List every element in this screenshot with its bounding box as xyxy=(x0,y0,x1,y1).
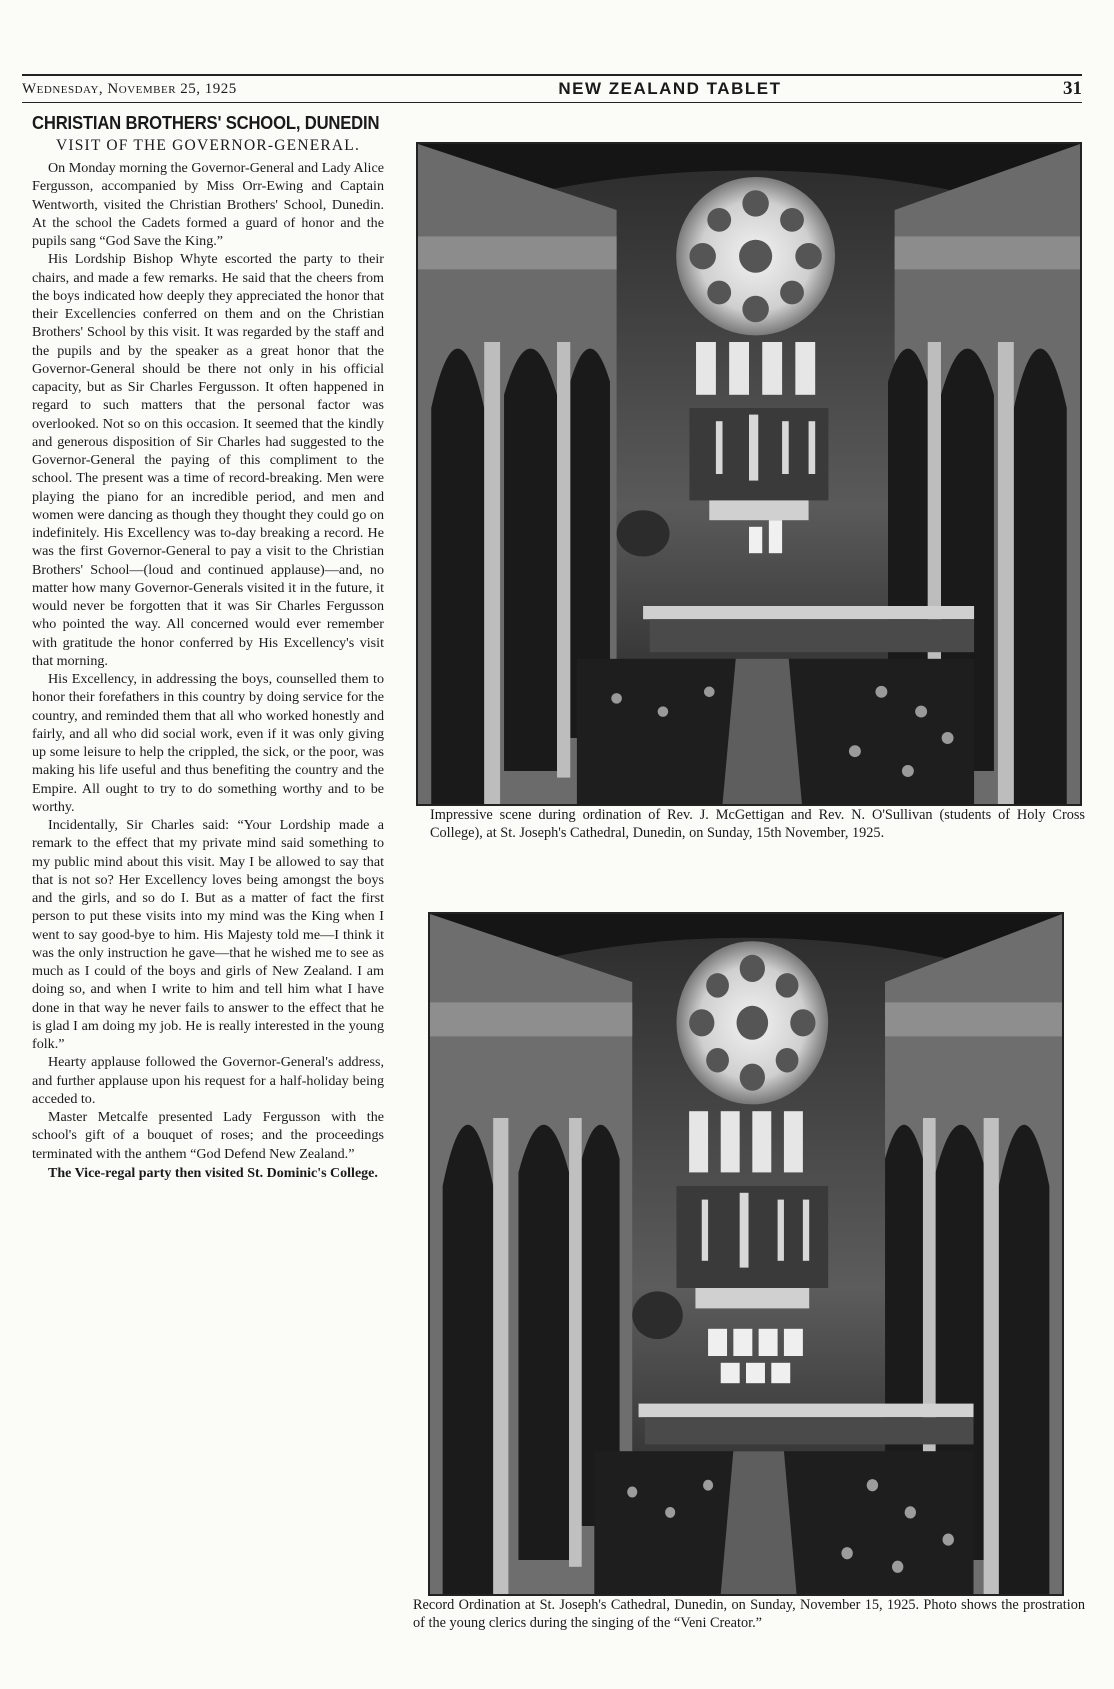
article-paragraph: Master Metcalfe presented Lady Fergusson with the school's gift of a bouquet of roses; and the proceedings terminated with the anthem “God Defend New Zealand.” xyxy=(32,1109,384,1162)
article-paragraph: His Excellency, in addressing the boys, counselled them to honor their forefathers in this country by doing service for the country, and reminded them that all who worked honestly and fairly, and all who did social work, even if it was only giving up some leisure to help the crippled, the sick, or the poor, was making his life useful and thus benefiting the country and the Empire. All ought to try to do something worthy and to be worthy. xyxy=(32,671,384,815)
cathedral-photo-1 xyxy=(416,142,1082,806)
article-paragraph: His Lordship Bishop Whyte escorted the party to their chairs, and made a few remarks. He said that the cheers from the boys indicated how deeply they appreciated the honor that their Excellencies conferred on them and on the Christian Brothers' School by this visit. It was regarded by the staff and the pupils and by the speaker as a great honor that the Governor-General should be there not only in his official capacity, but as Sir Charles Fergusson. It often happened in regard to such matters that the personal factor was overlooked. Not so on this occasion. It seemed that the kindly and generous disposition of Sir Charles had suggested to the Governor-General the paying of this compliment to the school. The present was a time of record-breaking. Men were playing the piano for an incredible period, and men and women were dancing as though they thought they could go on indefinitely. His Excellency was to-day breaking a record. He was the first Governor-General to pay a visit to the Christian Brothers' School—(loud and continued applause)—and, no matter how many Governor-Generals visited it in the future, it would never be forgotten that it was Sir Charles Fergusson who pointed the way. All concerned would ever remember with gratitude the honor conferred by His Excellency's visit that morning. xyxy=(32,251,384,669)
article-paragraph: Hearty applause followed the Governor-General's address, and further applause upon his request for a half-holiday being acceded to. xyxy=(32,1054,384,1107)
article-column xyxy=(32,112,384,1183)
issue-date: Wednesday, November 25, 1925 xyxy=(22,80,237,97)
photo-2-caption: Record Ordination at St. Joseph's Cathedral, Dunedin, on Sunday, November 15, 1925. Photo shows the prostration of the young clerics during the singing of the “Veni Creator.” xyxy=(413,1597,1085,1631)
cathedral-prostration-image xyxy=(430,914,1062,1594)
cathedral-photo-2 xyxy=(428,912,1064,1596)
page-number: 31 xyxy=(1063,78,1082,99)
article-headline: CHRISTIAN BROTHERS' SCHOOL, DUNEDIN xyxy=(32,112,380,133)
article-paragraph: On Monday morning the Governor-General and Lady Alice Fergusson, accompanied by Miss Orr-Ewing and Captain Wentworth, visited the Christian Brothers' School, Dunedin. At the school the Cadets formed a guard of honor and the pupils sang “God Save the King.” xyxy=(32,160,384,249)
article-paragraph: Incidentally, Sir Charles said: “Your Lordship made a remark to the effect that my private mind said something to my public mind about this visit. May I be allowed to say that that is not so? Her Excellency loves being amongst the boys and the girls, and so do I. But as a matter of fact the first person to put these visits into my mind was the King when I went to say good-bye to him. His Majesty told me—I think it was the only instruction he gave—that he wished me to see as much as I could of the boys and girls of New Zealand. I am doing so, and when I write to him and tell him what I have done in that way he never fails to answer to the effect that he is glad I am doing my job. He is really interested in the young folk.” xyxy=(32,817,384,1052)
article-closing: The Vice-regal party then visited St. Dominic's College. xyxy=(48,1165,378,1181)
article-subheadline: VISIT OF THE GOVERNOR-GENERAL. xyxy=(55,137,361,154)
photo-1-caption: Impressive scene during ordination of Rev. J. McGettigan and Rev. N. O'Sullivan (students of Holy Cross College), at St. Joseph's Cathedral, Dunedin, on Sunday, 15th November, 1925. xyxy=(430,807,1085,841)
paper-title: NEW ZEALAND TABLET xyxy=(558,79,782,98)
masthead xyxy=(22,74,1082,103)
cathedral-interior-image xyxy=(418,144,1080,804)
